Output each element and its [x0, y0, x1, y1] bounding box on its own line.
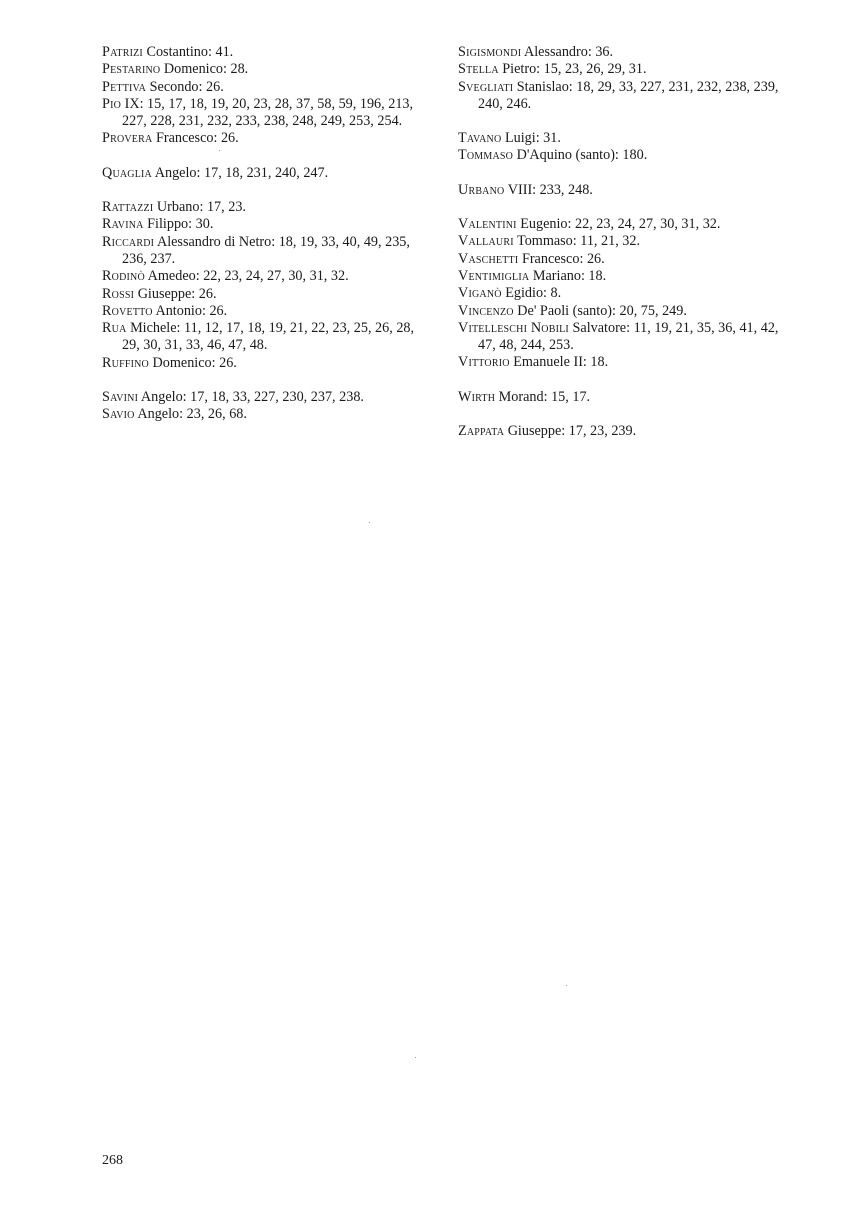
- index-entry: [458, 79, 793, 114]
- index-group-p: [102, 44, 432, 148]
- entry-details: Giuseppe: 17, 23, 239.: [504, 423, 637, 440]
- index-entry: [102, 79, 432, 96]
- entry-surname: Vallauri: [458, 233, 514, 250]
- index-entry: [102, 234, 432, 269]
- entry-surname: Rodinò: [102, 268, 145, 285]
- entry-details: Alessandro di Netro: 18, 19, 33, 40, 49, 235, 236, 237.: [122, 233, 410, 267]
- entry-details: Angelo: 17, 18, 33, 227, 230, 237, 238.: [138, 389, 364, 406]
- index-group-r: [102, 199, 432, 372]
- entry-details: Amedeo: 22, 23, 24, 27, 30, 31, 32.: [144, 268, 349, 285]
- entry-surname: Viganò: [458, 285, 502, 302]
- entry-details: Michele: 11, 12, 17, 18, 19, 21, 22, 23, 25, 26, 28, 29, 30, 31, 33, 46, 47, 48.: [122, 320, 415, 354]
- index-entry: [458, 147, 793, 164]
- entry-surname: Patrizi: [102, 44, 143, 60]
- entry-details: Urbano: 17, 23.: [153, 199, 246, 216]
- index-entry: [102, 61, 432, 78]
- index-group-s: [102, 389, 432, 424]
- entry-surname: Svegliati: [458, 78, 514, 95]
- index-entry: [102, 165, 432, 182]
- entry-details: VIII: 233, 248.: [504, 181, 593, 198]
- entry-surname: Vittorio: [458, 354, 510, 371]
- paper-speck: [219, 150, 220, 151]
- entry-details: Francesco: 26.: [518, 250, 605, 267]
- entry-surname: Wirth: [458, 388, 496, 405]
- entry-details: Mariano: 18.: [529, 267, 607, 284]
- index-entry: [102, 268, 432, 285]
- entry-details: Francesco: 26.: [152, 130, 239, 147]
- entry-surname: Urbano: [458, 181, 505, 198]
- entry-details: Tommaso: 11, 21, 32.: [513, 233, 641, 250]
- entry-surname: Rossi: [102, 285, 135, 302]
- index-entry: [458, 268, 793, 285]
- entry-details: Pietro: 15, 23, 26, 29, 31.: [498, 61, 647, 78]
- entry-surname: Rua: [102, 320, 127, 337]
- index-entry: [458, 130, 793, 147]
- entry-surname: Riccardi: [102, 233, 155, 250]
- index-entry: [458, 303, 793, 320]
- entry-details: Antonio: 26.: [152, 302, 228, 319]
- index-entry: [102, 44, 432, 61]
- entry-details: IX: 15, 17, 18, 19, 20, 23, 28, 37, 58, 59, 196, 213, 227, 228, 231, 232, 233, 238, 248, 249, 253, 254.: [121, 95, 414, 130]
- index-group-u: [458, 182, 793, 199]
- entry-surname: Pio: [102, 95, 122, 112]
- index-entry: [458, 423, 793, 440]
- entry-surname: Vaschetti: [458, 250, 519, 267]
- entry-surname: Provera: [102, 130, 153, 147]
- entry-surname: Ravina: [102, 216, 144, 233]
- entry-details: Domenico: 26.: [148, 354, 237, 371]
- index-entry: [458, 233, 793, 250]
- entry-details: Egidio: 8.: [501, 285, 562, 302]
- entry-details: Costantino: 41.: [142, 44, 234, 60]
- entry-surname: Tommaso: [458, 147, 514, 164]
- paper-speck: [415, 1057, 416, 1058]
- index-entry: [102, 286, 432, 303]
- index-column-right: [458, 44, 793, 457]
- index-entry: [458, 251, 793, 268]
- index-entry: [102, 130, 432, 147]
- index-entry: [458, 354, 793, 371]
- entry-surname: Savini: [102, 389, 139, 406]
- index-entry: [458, 285, 793, 302]
- index-entry: [458, 216, 793, 233]
- entry-surname: Ventimiglia: [458, 267, 530, 284]
- entry-surname: Rattazzi: [102, 199, 154, 216]
- entry-surname: Valentini: [458, 216, 517, 233]
- paper-speck: [369, 522, 370, 523]
- entry-details: Secondo: 26.: [146, 78, 224, 95]
- entry-details: Alessandro: 36.: [521, 44, 614, 60]
- index-entry: [458, 44, 793, 61]
- entry-surname: Savio: [102, 406, 135, 423]
- entry-details: Stanislao: 18, 29, 33, 227, 231, 232, 238, 239, 240, 246.: [478, 78, 779, 112]
- index-entry: [102, 216, 432, 233]
- entry-details: Angelo: 23, 26, 68.: [134, 406, 247, 423]
- entry-details: Giuseppe: 26.: [134, 285, 217, 302]
- index-entry: [102, 406, 432, 423]
- index-entry: [458, 389, 793, 406]
- index-group-v: [458, 216, 793, 372]
- index-group-z: [458, 423, 793, 440]
- page-number: 268: [102, 1153, 123, 1168]
- entry-surname: Ruffino: [102, 354, 149, 371]
- entry-surname: Stella: [458, 61, 499, 78]
- index-entry: [102, 199, 432, 216]
- entry-surname: Quaglia: [102, 164, 152, 181]
- entry-surname: Sigismondi: [458, 44, 522, 60]
- index-group-t: [458, 130, 793, 165]
- paper-speck: [566, 985, 567, 986]
- index-entry: [102, 389, 432, 406]
- entry-details: De' Paoli (santo): 20, 75, 249.: [513, 302, 687, 319]
- entry-surname: Tavano: [458, 130, 502, 147]
- entry-surname: Rovetto: [102, 302, 153, 319]
- index-group-s-cont: [458, 44, 793, 113]
- index-group-q: [102, 165, 432, 182]
- index-group-w: [458, 389, 793, 406]
- entry-surname: Vitelleschi Nobili: [458, 319, 569, 336]
- index-entry: [102, 355, 432, 372]
- entry-details: Domenico: 28.: [160, 61, 249, 78]
- entry-details: Angelo: 17, 18, 231, 240, 247.: [151, 164, 329, 181]
- entry-details: Morand: 15, 17.: [495, 388, 591, 405]
- entry-details: Filippo: 30.: [143, 216, 214, 233]
- entry-surname: Pettiva: [102, 78, 147, 95]
- entry-surname: Zappata: [458, 423, 505, 440]
- entry-details: D'Aquino (santo): 180.: [513, 147, 648, 164]
- entry-surname: Pestarino: [102, 61, 161, 78]
- index-entry: [102, 320, 432, 355]
- index-entry: [458, 182, 793, 199]
- entry-details: Emanuele II: 18.: [509, 354, 609, 371]
- index-entry: [102, 96, 432, 131]
- index-entry: [458, 320, 793, 355]
- index-entry: [458, 61, 793, 78]
- entry-surname: Vincenzo: [458, 302, 514, 319]
- entry-details: Luigi: 31.: [501, 130, 561, 147]
- entry-details: Eugenio: 22, 23, 24, 27, 30, 31, 32.: [516, 216, 721, 233]
- index-entry: [102, 303, 432, 320]
- index-column-left: [102, 44, 432, 441]
- entry-details: Salvatore: 11, 19, 21, 35, 36, 41, 42, 47, 48, 244, 253.: [478, 319, 779, 354]
